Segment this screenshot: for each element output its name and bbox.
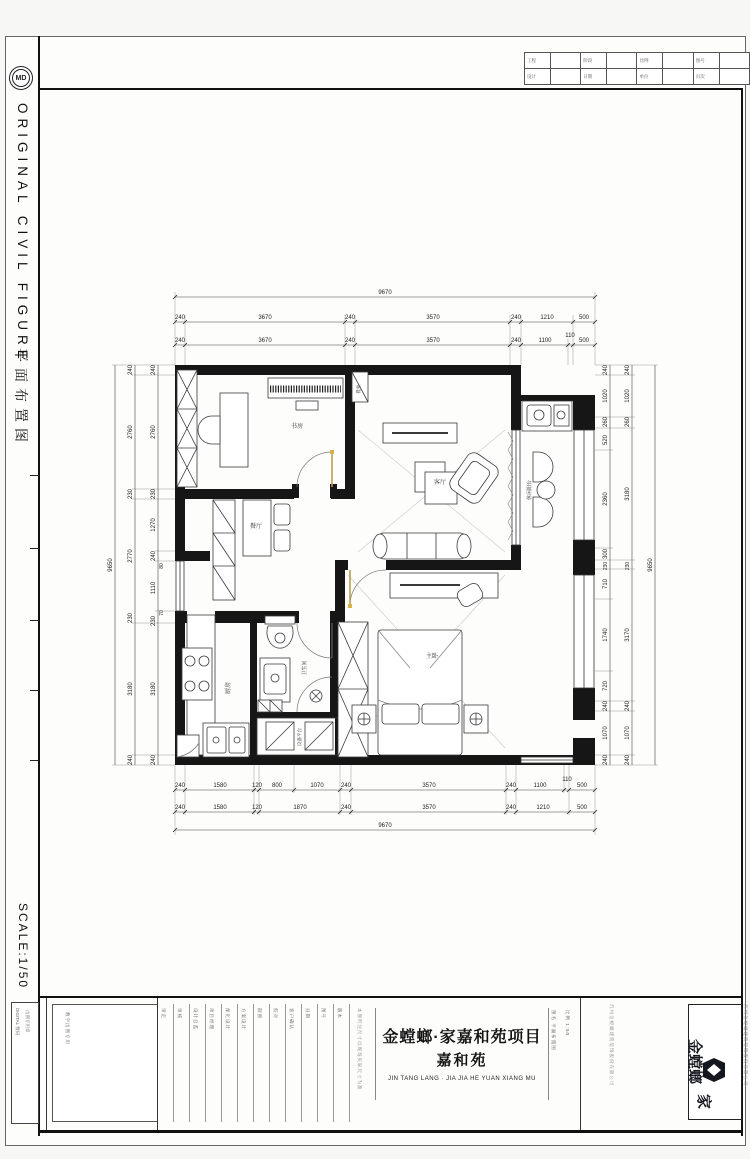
titleblock-col-line	[221, 1004, 222, 1122]
side-strip-divider	[38, 36, 40, 1136]
dim-label: 240	[505, 783, 517, 789]
room-label-dining: 餐厅	[249, 524, 263, 530]
titleblock-col-line	[189, 1004, 190, 1122]
dim-label: 240	[174, 338, 186, 344]
company-info: 苏州金螳螂建筑装饰股份有限公司	[609, 1004, 614, 1087]
frame-line-bottom	[38, 996, 743, 998]
table-cell	[719, 53, 749, 69]
brand-name-home: 家	[695, 1093, 713, 1110]
dim-label: 120	[251, 783, 263, 789]
dim-label: 1110	[151, 581, 157, 595]
titleblock-col-line	[317, 1004, 318, 1122]
dim-label: 9670	[378, 290, 392, 296]
dim-label: 3170	[625, 628, 631, 642]
dim-label: 240	[128, 364, 134, 376]
titleblock-col: 客户确认	[289, 1008, 294, 1030]
titleblock-col: 日期	[305, 1008, 310, 1019]
table-cell	[607, 69, 637, 85]
brand-logo-box	[688, 1004, 742, 1120]
table-cell: 页次	[693, 69, 719, 85]
dim-label: 260	[603, 416, 609, 428]
dim-label: 260	[625, 416, 631, 428]
dim-label: 1580	[213, 783, 227, 789]
dim-label: 1210	[536, 805, 550, 811]
titleblock-col: 方案设计	[241, 1008, 246, 1030]
titleblock-col-line	[237, 1004, 238, 1122]
dim-label: 300	[603, 548, 609, 560]
dimension-labels-top	[175, 290, 590, 344]
dim-label: 240	[174, 783, 186, 789]
dim-label: 2360	[603, 492, 609, 506]
dim-label: 80	[159, 563, 165, 569]
room-label-master: 主卧	[425, 654, 439, 660]
dim-label: 1020	[625, 389, 631, 403]
titleblock-col-line	[205, 1004, 206, 1122]
dim-label: 800	[271, 783, 283, 789]
titleblock-divider	[157, 998, 158, 1130]
dim-label: 3180	[625, 487, 631, 501]
dimension-labels-bottom	[175, 777, 588, 829]
dim-label: 230	[128, 488, 134, 500]
dim-label: 240	[603, 754, 609, 766]
titleblock-divider	[580, 998, 581, 1130]
dim-label: 500	[578, 338, 590, 344]
dim-label: 9650	[648, 558, 654, 572]
dim-label: 2770	[128, 549, 134, 563]
titleblock-col-line	[173, 1004, 174, 1122]
dim-label: 520	[603, 434, 609, 446]
dim-label: 1100	[533, 783, 547, 789]
dim-label: 240	[510, 338, 522, 344]
dim-label: 1580	[213, 805, 227, 811]
dim-label: 1270	[151, 518, 157, 532]
project-title-box	[375, 1008, 549, 1100]
study-furniture	[177, 370, 368, 487]
side-stamp-text1: DIGITAL 数码	[15, 1008, 20, 1036]
dining-furniture	[213, 500, 290, 600]
dim-label: 240	[340, 805, 352, 811]
frame-line-top	[38, 88, 743, 90]
titleblock-col-line	[333, 1004, 334, 1122]
project-title-sub: 嘉和苑	[436, 1052, 488, 1069]
dim-label: 2760	[128, 425, 134, 439]
room-label-bath: 卫生间	[302, 660, 308, 676]
dim-label: 230	[151, 615, 157, 627]
table-cell: 阶段	[581, 53, 607, 69]
dim-label: 1870	[293, 805, 307, 811]
titleblock-col-line	[269, 1004, 270, 1122]
titleblock-col: 制图	[257, 1008, 262, 1019]
titleblock-col-line	[285, 1004, 286, 1122]
balcony-furniture	[522, 401, 572, 527]
side-title-english: ORIGINAL CIVIL FIGURE	[15, 103, 30, 364]
dim-label: 3570	[426, 315, 440, 321]
dim-label: 240	[625, 754, 631, 766]
side-tick	[30, 760, 39, 761]
dim-label: 240	[603, 700, 609, 712]
sheet-badge-icon	[9, 66, 33, 90]
badge-text: MD	[12, 69, 30, 87]
dim-label: 3570	[422, 805, 436, 811]
dim-label: 3670	[258, 315, 272, 321]
dim-label: 240	[603, 364, 609, 376]
frame-line-right	[741, 88, 743, 1136]
dimension-labels-left	[108, 364, 165, 765]
titleblock-col: 项目经理	[209, 1008, 214, 1030]
titleblock-col: 审核	[177, 1008, 182, 1019]
titleblock-col: 图号	[321, 1008, 326, 1019]
dim-label: 230	[128, 612, 134, 624]
dim-label: 3180	[128, 682, 134, 696]
dim-label: 240	[151, 364, 157, 376]
dim-label: 1070	[310, 783, 324, 789]
floor-plan	[100, 270, 670, 850]
side-stamp-text2: 出图专用章	[25, 1010, 30, 1033]
titleblock-left-text: 数字出图专用	[65, 1012, 70, 1045]
titleblock-col: 设计总监	[193, 1008, 198, 1030]
table-cell	[550, 53, 580, 69]
living-furniture	[373, 423, 501, 559]
dim-label: 710	[603, 578, 609, 590]
dim-label: 240	[344, 315, 356, 321]
dim-label: 120	[251, 805, 263, 811]
kitchen-furniture	[177, 615, 249, 757]
dim-label: 110	[562, 777, 572, 783]
frame-line-bottom2	[38, 1130, 743, 1133]
table-cell	[663, 53, 693, 69]
side-tick	[30, 690, 39, 691]
table-cell: 日期	[581, 69, 607, 85]
dim-label: 240	[340, 783, 352, 789]
dim-label: 3570	[422, 783, 436, 789]
brand-logo-icon	[701, 1057, 727, 1083]
side-tick	[30, 620, 39, 621]
dim-label: 230	[625, 561, 631, 571]
dim-label: 240	[625, 700, 631, 712]
side-title-chinese: 平面布置图	[13, 348, 29, 448]
dim-label: 500	[576, 805, 588, 811]
dim-label: 240	[174, 315, 186, 321]
titleblock-note: 本图所注尺寸以现场实际尺寸为准	[357, 1008, 362, 1091]
titleblock-col-line	[253, 1004, 254, 1122]
side-tick	[30, 475, 39, 476]
dim-label: 1070	[603, 726, 609, 740]
dim-label: 3180	[151, 682, 157, 696]
room-label-study: 书房	[290, 424, 304, 430]
table-cell: 比例	[637, 53, 663, 69]
table-cell: 设计	[525, 69, 551, 85]
dim-label: 1100	[538, 338, 552, 344]
dim-label: 70	[159, 610, 165, 616]
dimension-labels-right	[603, 364, 654, 765]
table-cell: 单位	[637, 69, 663, 85]
project-title-cn: 金螳螂·家嘉和苑项目	[382, 1029, 542, 1046]
dim-label: 240	[625, 364, 631, 376]
dim-label: 240	[174, 805, 186, 811]
bathroom-furniture	[258, 616, 322, 712]
table-cell	[607, 53, 637, 69]
side-tick	[30, 548, 39, 549]
titleblock-col: 深化设计	[225, 1008, 230, 1030]
dim-label: 240	[510, 315, 522, 321]
dim-label: 3570	[426, 338, 440, 344]
room-label-kitchen: 厨房	[226, 681, 232, 695]
dim-label: 240	[151, 754, 157, 766]
dim-label: 720	[603, 680, 609, 692]
dim-label: 240	[151, 550, 157, 562]
project-title-en: JIN TANG LANG · JIA JIA HE YUAN XIANG MU	[387, 1076, 537, 1082]
dim-label: 1740	[603, 628, 609, 642]
company-info-edge: 苏州金螳螂建筑装饰股份有限公司	[743, 1004, 748, 1087]
dim-label: 1020	[603, 389, 609, 403]
table-cell: 工程	[525, 53, 551, 69]
room-label-living: 客厅	[433, 480, 447, 486]
dim-label: 110	[565, 333, 575, 339]
titleblock-col: 审定	[161, 1008, 166, 1019]
titleblock-col-line	[301, 1004, 302, 1122]
drawing-name-label: 图名 平面布置图	[551, 1010, 556, 1051]
titleblock-divider	[46, 998, 47, 1130]
scale-label: 比例 1:50	[565, 1010, 570, 1037]
titleblock-col: 版本	[337, 1008, 342, 1019]
dim-label: 230	[603, 561, 609, 571]
dim-label: 230	[151, 488, 157, 500]
room-label-cabinet: 鞋柜	[356, 384, 361, 394]
dim-label: 9670	[378, 823, 392, 829]
brand-name-cn: 金螳螂	[686, 1038, 704, 1085]
table-cell	[719, 69, 749, 85]
dim-label: 2760	[151, 425, 157, 439]
titleblock-col-line	[349, 1004, 350, 1122]
side-scale-label: SCALE:1/50	[16, 903, 30, 990]
dim-label: 500	[578, 315, 590, 321]
dim-label: 9650	[108, 558, 114, 572]
room-label-equipment: 设备平台	[297, 728, 302, 746]
dim-label: 3670	[258, 338, 272, 344]
bedroom-furniture	[338, 573, 498, 757]
table-cell: 图号	[693, 53, 719, 69]
room-label-balcony: 休闲阳台	[527, 479, 533, 501]
dim-label: 240	[344, 338, 356, 344]
dim-label: 500	[576, 783, 588, 789]
table-cell	[663, 69, 693, 85]
dim-label: 240	[505, 805, 517, 811]
dim-label: 1070	[625, 726, 631, 740]
titleblock-col: 校对	[273, 1008, 278, 1019]
table-cell	[550, 69, 580, 85]
dim-label: 1210	[540, 315, 554, 321]
dim-label: 240	[128, 754, 134, 766]
revision-table	[524, 52, 750, 85]
